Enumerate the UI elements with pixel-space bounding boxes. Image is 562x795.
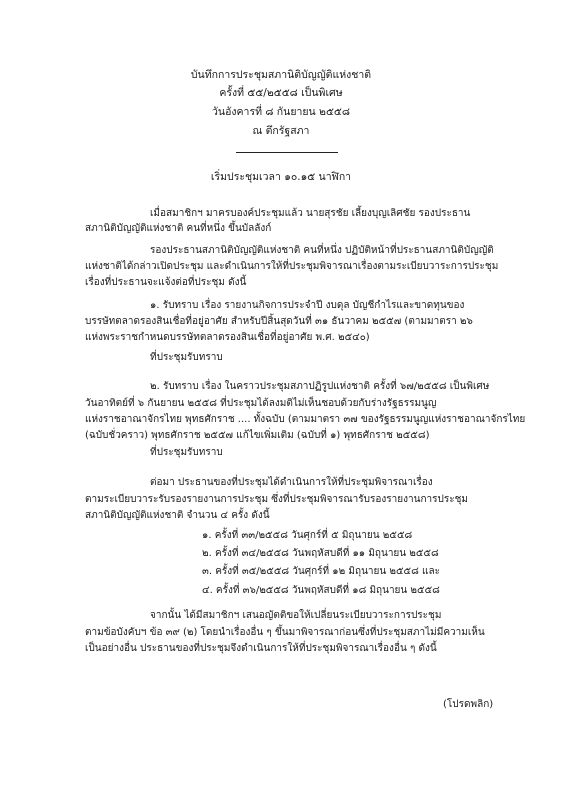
minutes-list-item: ๔. ครั้งที่ ๓๖/๒๕๕๘ วันพฤหัสบดีที่ ๑๘ มิถุนายน ๒๕๕๘: [202, 585, 440, 596]
meeting-place: ณ ตึกรัฐสภา: [252, 125, 310, 137]
item2-line: แห่งราชอาณาจักรไทย พุทธศักราช .... ทั้งฉบับ (ตามมาตรา ๓๗ ของรัฐธรรมนูญแห่งราชอาณาจักรไทย: [85, 414, 526, 425]
minutes-intro-line: สภานิติบัญญัติแห่งชาติ จำนวน ๔ ครั้ง ดังนี้: [85, 510, 270, 521]
session-number: ครั้งที่ ๕๕/๒๕๕๘ เป็นพิเศษ: [219, 87, 343, 99]
item1-line: แห่งพระราชกำหนดบรรษัทตลาดรองสินเชื่อที่อยู่อาศัย พ.ศ. ๒๕๔๐): [85, 332, 370, 343]
opening-line: เมื่อสมาชิกฯ มาครบองค์ประชุมแล้ว นายสุรชัย เลี้ยงบุญเลิศชัย รองประธาน: [150, 208, 471, 219]
header-divider: [236, 152, 338, 153]
intro-line: เรื่องที่ประธานจะแจ้งต่อที่ประชุม ดังนี้: [85, 277, 247, 288]
item1-line: บรรษัทตลาดรองสินเชื่อที่อยู่อาศัย สำหรับปีสิ้นสุดวันที่ ๓๑ ธันวาคม ๒๕๕๗ (ตามมาตรา ๒๖: [85, 316, 473, 327]
minutes-list-item: ๒. ครั้งที่ ๓๔/๒๕๕๘ วันพฤหัสบดีที่ ๑๑ มิถุนายน ๒๕๕๘: [202, 548, 439, 559]
item2-line: ๒. รับทราบ เรื่อง ในคราวประชุมสภาปฏิรูปแห่งชาติ ครั้งที่ ๖๗/๒๕๕๘ เป็นพิเศษ: [150, 381, 490, 392]
item2-result: ที่ประชุมรับทราบ: [150, 447, 223, 458]
intro-line: แห่งชาติได้กล่าวเปิดประชุม และดำเนินการให้ที่ประชุมพิจารณาเรื่องตามระเบียบวาระการประชุม: [85, 261, 499, 272]
item1-line: ๑. รับทราบ เรื่อง รายงานกิจการประจำปี งบดุล บัญชีกำไรและขาดทุนของ: [150, 300, 465, 311]
minutes-intro-line: ตามระเบียบวาระรับรองรายงานการประชุม ซึ่งที่ประชุมพิจารณารับรองรายงานการประชุม: [85, 494, 468, 505]
closing-line: เป็นอย่างอื่น ประธานของที่ประชุมจึงดำเนินการให้ที่ประชุมพิจารณาเรื่องอื่น ๆ ดังนี้: [85, 643, 437, 654]
minutes-list-item: ๓. ครั้งที่ ๓๕/๒๕๕๘ วันศุกร์ที่ ๑๒ มิถุนายน ๒๕๕๘ และ: [202, 566, 440, 577]
item1-result: ที่ประชุมรับทราบ: [150, 352, 223, 363]
closing-line: ตามข้อบังคับฯ ข้อ ๓๙ (๒) โดยนำเรื่องอื่น ๆ ขึ้นมาพิจารณาก่อนซึ่งที่ประชุมสภาไม่มีความเห็น: [85, 627, 485, 638]
item2-line: วันอาทิตย์ที่ ๖ กันยายน ๒๕๕๘ ที่ประชุมได้ลงมติไม่เห็นชอบด้วยกับร่างรัฐธรรมนูญ: [85, 398, 437, 409]
intro-line: รองประธานสภานิติบัญญัติแห่งชาติ คนที่หนึ่ง ปฏิบัติหน้าที่ประธานสภานิติบัญญัติ: [150, 245, 494, 256]
closing-line: จากนั้น ได้มีสมาชิกฯ เสนอญัตติขอให้เปลี่ยนระเบียบวาระการประชุม: [150, 610, 442, 621]
minutes-list-item: ๑. ครั้งที่ ๓๓/๒๕๕๘ วันศุกร์ที่ ๕ มิถุนายน ๒๕๕๘: [202, 530, 413, 541]
item2-line: (ฉบับชั่วคราว) พุทธศักราช ๒๕๕๗ แก้ไขเพิ่มเติม (ฉบับที่ ๑) พุทธศักราช ๒๕๕๘): [85, 430, 430, 441]
minutes-intro-line: ต่อมา ประธานของที่ประชุมได้ดำเนินการให้ที่ประชุมพิจารณาเรื่อง: [150, 477, 433, 488]
document-title: บันทึกการประชุมสภานิติบัญญัติแห่งชาติ: [190, 69, 372, 81]
please-turn-over: (โปรดพลิก): [443, 699, 494, 710]
meeting-date: วันอังคารที่ ๘ กันยายน ๒๕๕๘: [212, 106, 350, 118]
opening-line: สภานิติบัญญัติแห่งชาติ คนที่หนึ่ง ขึ้นบัลลังก์: [85, 223, 272, 234]
start-time: เริ่มประชุมเวลา ๑๐.๑๕ นาฬิกา: [210, 171, 352, 183]
